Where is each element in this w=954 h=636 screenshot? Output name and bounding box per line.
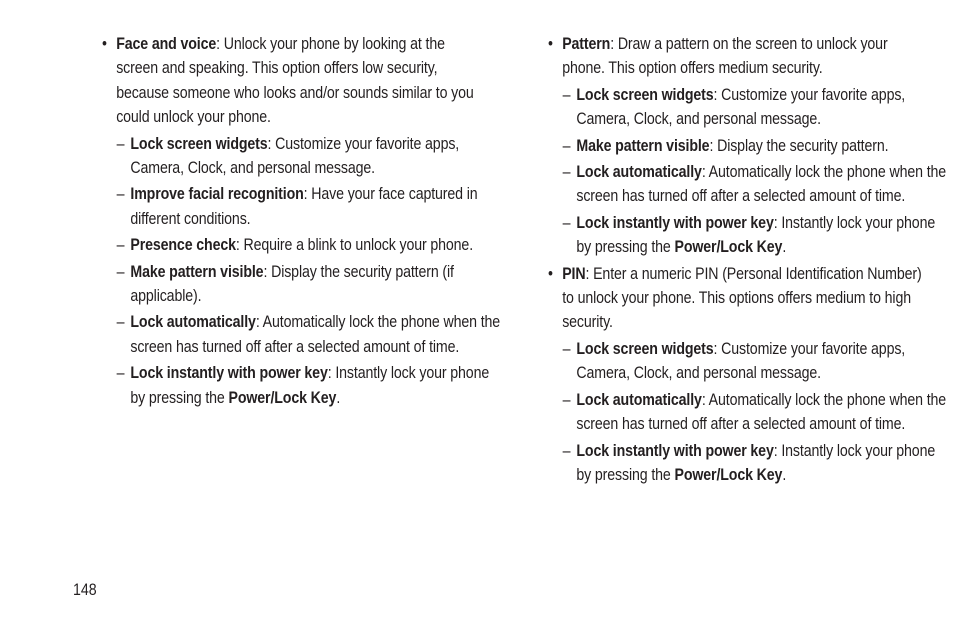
item-text: : Display the security pattern. [709, 136, 889, 155]
item-text: : Require a blink to unlock your phone. [235, 236, 474, 255]
sub-lock-automatically [548, 160, 946, 209]
item-term: Lock automatically [130, 313, 256, 332]
sub-lock-automatically [548, 388, 946, 437]
dash-marker: – [562, 213, 571, 232]
item-text: : Draw a pattern on the screen to unlock your phone. This option offers medium security. [562, 35, 888, 78]
bullet-marker: • [548, 264, 553, 283]
dash-marker: – [562, 163, 571, 182]
dash-marker: – [116, 262, 125, 281]
item-term: Lock instantly with power key [576, 213, 774, 232]
item-term: Lock instantly with power key [576, 441, 774, 460]
item-term: Lock automatically [576, 390, 702, 409]
sub-lock-instantly-with-power-key [548, 439, 946, 488]
item-text: : Customize your favorite apps, Camera, Clock, and personal message. [576, 339, 906, 383]
right-column [548, 32, 947, 489]
dash-marker: – [562, 136, 571, 155]
item-text: : Automatically lock the phone when the screen has turned off after a selected amount of time. [576, 390, 947, 434]
dash-marker: – [562, 390, 571, 409]
item-term: Lock instantly with power key [130, 364, 328, 383]
dash-marker: – [562, 441, 571, 460]
bullet-face-and-voice [102, 32, 486, 130]
dash-marker: – [562, 85, 571, 104]
sub-lock-screen-widgets [102, 132, 500, 181]
dash-marker: – [116, 185, 125, 204]
item-term: Lock screen widgets [576, 339, 714, 358]
item-term: Face and voice [116, 35, 217, 53]
sub-presence-check [102, 233, 500, 257]
item-term: PIN [562, 264, 586, 283]
item-text: : Display the security pattern (if applicable). [130, 262, 454, 306]
sub-improve-facial-recognition [102, 182, 500, 231]
key-name: Power/Lock Key [674, 238, 783, 257]
item-term: Presence check [130, 236, 236, 255]
item-term: Make pattern visible [576, 136, 710, 155]
item-end: . [782, 238, 787, 257]
item-text: : Have your face captured in different conditions. [130, 185, 478, 228]
dash-marker: – [116, 364, 125, 383]
bullet-marker: • [548, 35, 553, 53]
sub-lock-screen-widgets [548, 83, 946, 132]
item-text: : Customize your favorite apps, Camera, Clock, and personal message. [576, 85, 906, 129]
left-column [102, 32, 501, 412]
dash-marker: – [562, 339, 571, 358]
sub-lock-instantly-with-power-key [102, 361, 500, 410]
bullet-marker: • [102, 35, 107, 53]
sub-make-pattern-visible [548, 134, 946, 158]
item-text: : Automatically lock the phone when the screen has turned off after a selected amount of time. [576, 163, 947, 206]
item-text: : Customize your favorite apps, Camera, Clock, and personal message. [130, 134, 460, 178]
item-text: : Instantly lock your phone by pressing the [576, 441, 936, 484]
item-end: . [336, 388, 341, 407]
item-term: Lock screen widgets [576, 85, 714, 104]
dash-marker: – [116, 313, 125, 332]
page-number: 148 [73, 581, 97, 599]
item-term: Lock automatically [576, 163, 702, 182]
sub-lock-automatically [102, 310, 500, 359]
item-text: : Enter a numeric PIN (Personal Identification Number) to unlock your phone. This options offers medium to high security. [562, 264, 922, 332]
sub-make-pattern-visible [102, 260, 500, 309]
key-name: Power/Lock Key [228, 388, 337, 407]
item-text: : Instantly lock your phone by pressing the [576, 213, 936, 257]
bullet-pattern [548, 32, 932, 81]
item-term: Pattern [562, 35, 611, 53]
item-term: Lock screen widgets [130, 134, 268, 153]
bullet-pin [548, 262, 932, 335]
item-term: Improve facial recognition [130, 185, 304, 204]
sub-lock-screen-widgets [548, 337, 946, 386]
dash-marker: – [116, 134, 125, 153]
dash-marker: – [116, 236, 125, 255]
sub-lock-instantly-with-power-key [548, 211, 946, 260]
item-text: : Unlock your phone by looking at the screen and speaking. This option offers low security, because someone who looks and/or sounds similar to you could unlock your phone. [116, 35, 474, 127]
item-end: . [782, 465, 787, 484]
key-name: Power/Lock Key [674, 465, 783, 484]
item-term: Make pattern visible [130, 262, 264, 281]
item-text: : Instantly lock your phone by pressing the [130, 364, 490, 407]
item-text: : Automatically lock the phone when the screen has turned off after a selected amount of time. [130, 313, 501, 356]
